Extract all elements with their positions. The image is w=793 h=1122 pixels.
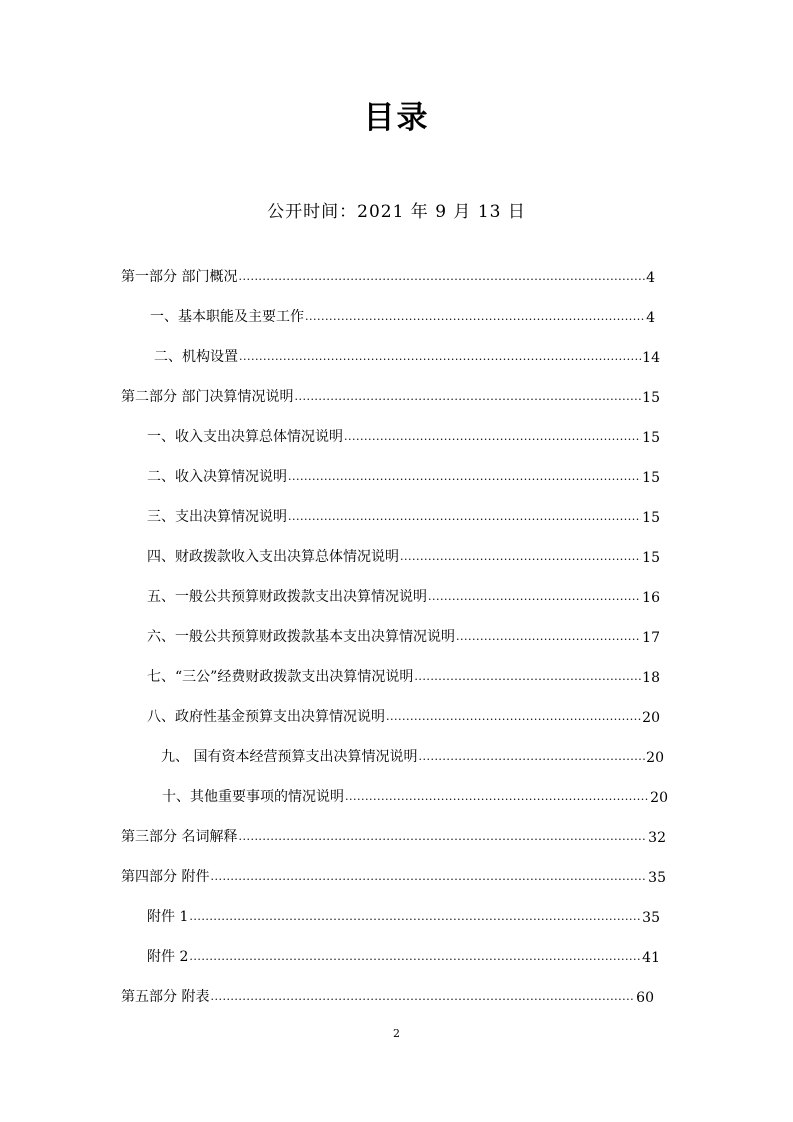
toc-leader-dots — [189, 910, 641, 926]
toc-entry-page: 15 — [642, 390, 660, 406]
toc-entry-label: 六、一般公共预算财政拨款基本支出决算情况说明 — [147, 629, 455, 645]
toc-entry-page: 32 — [648, 830, 666, 846]
toc-entry-page: 4 — [646, 270, 655, 286]
toc-leader-dots — [386, 710, 641, 726]
toc-leader-dots — [238, 830, 647, 846]
toc-entry-page: 15 — [642, 430, 660, 446]
toc-entry-label: 五、一般公共预算财政拨款支出决算情况说明 — [147, 589, 427, 605]
toc-leader-dots — [344, 430, 641, 446]
toc-entry[interactable] — [150, 304, 655, 326]
toc-entry[interactable] — [162, 784, 668, 806]
toc-leader-dots — [456, 630, 641, 646]
toc-entry-page: 41 — [642, 950, 660, 966]
toc-leader-dots — [239, 350, 641, 366]
toc-entry-label: 二、收入决算情况说明 — [147, 469, 287, 485]
toc-entry[interactable] — [147, 584, 660, 606]
toc-entry-label: 第一部分 部门概况 — [121, 269, 238, 285]
toc-leader-dots — [428, 590, 641, 606]
toc-entry-label: 第三部分 名词解释 — [121, 829, 238, 845]
toc-entry-page: 35 — [648, 870, 666, 886]
toc-entry-label: 一、收入支出决算总体情况说明 — [147, 429, 343, 445]
toc-entry-label: 三、支出决算情况说明 — [147, 509, 287, 525]
toc-leader-dots — [294, 390, 641, 406]
toc-entry-page: 20 — [642, 710, 660, 726]
toc-leader-dots — [288, 470, 641, 486]
toc-entry[interactable] — [147, 504, 660, 526]
toc-entry[interactable] — [147, 624, 660, 646]
toc-entry[interactable] — [121, 864, 666, 886]
toc-entry[interactable] — [121, 984, 654, 1006]
toc-entry-label: 附件 1 — [147, 909, 189, 925]
toc-entry-page: 20 — [646, 750, 664, 766]
toc-entry-label: 一、基本职能及主要工作 — [150, 309, 304, 325]
toc-entry-label: 八、政府性基金预算支出决算情况说明 — [147, 709, 385, 725]
toc-entry[interactable] — [121, 384, 660, 406]
toc-entry[interactable] — [121, 264, 655, 286]
toc-entry-label: 第四部分 附件 — [121, 869, 210, 885]
toc-leader-dots — [418, 750, 645, 766]
toc-leader-dots — [189, 950, 641, 966]
toc-entry-label: 四、财政拨款收入支出决算总体情况说明 — [147, 549, 399, 565]
toc-entry[interactable] — [147, 544, 660, 566]
toc-leader-dots — [288, 510, 641, 526]
toc-entry-page: 35 — [642, 910, 660, 926]
page-number: 2 — [393, 1027, 400, 1040]
toc-entry-label: 第二部分 部门决算情况说明 — [121, 389, 294, 405]
toc-entry[interactable] — [147, 464, 660, 486]
toc-leader-dots — [414, 670, 641, 686]
toc-leader-dots — [345, 790, 649, 806]
toc-leader-dots — [238, 270, 645, 286]
toc-leader-dots — [210, 990, 635, 1006]
toc-entry[interactable] — [147, 944, 660, 966]
toc-entry-page: 4 — [646, 310, 655, 326]
toc-entry[interactable] — [147, 704, 660, 726]
toc-entry[interactable] — [161, 744, 664, 766]
toc-entry-label: 十、其他重要事项的情况说明 — [162, 789, 344, 805]
toc-entry-label: 第五部分 附表 — [121, 989, 210, 1005]
toc-entry[interactable] — [147, 904, 660, 926]
toc-entry-label: 附件 2 — [147, 949, 189, 965]
toc-entry[interactable] — [147, 424, 660, 446]
toc-entry-page: 15 — [642, 550, 660, 566]
toc-entry-label: 七、“三公”经费财政拨款支出决算情况说明 — [147, 669, 414, 685]
toc-entry[interactable] — [154, 344, 660, 366]
publish-date: 公开时间：2021 年 9 月 13 日 — [267, 202, 526, 222]
toc-entry[interactable] — [121, 824, 666, 846]
toc-entry-page: 14 — [642, 350, 660, 366]
toc-leader-dots — [400, 550, 641, 566]
toc-entry-page: 15 — [642, 470, 660, 486]
toc-entry-label: 九、 国有资本经营预算支出决算情况说明 — [161, 749, 418, 765]
toc-leader-dots — [210, 870, 647, 886]
toc-entry-page: 18 — [642, 670, 660, 686]
page-title: 目录 — [363, 100, 430, 136]
toc-entry-label: 二、机构设置 — [154, 349, 238, 365]
toc-entry[interactable] — [147, 664, 660, 686]
toc-entry-page: 16 — [642, 590, 660, 606]
toc-leader-dots — [305, 310, 645, 326]
toc-entry-page: 17 — [642, 630, 660, 646]
toc-entry-page: 60 — [636, 990, 654, 1006]
toc-entry-page: 20 — [650, 790, 668, 806]
toc-entry-page: 15 — [642, 510, 660, 526]
